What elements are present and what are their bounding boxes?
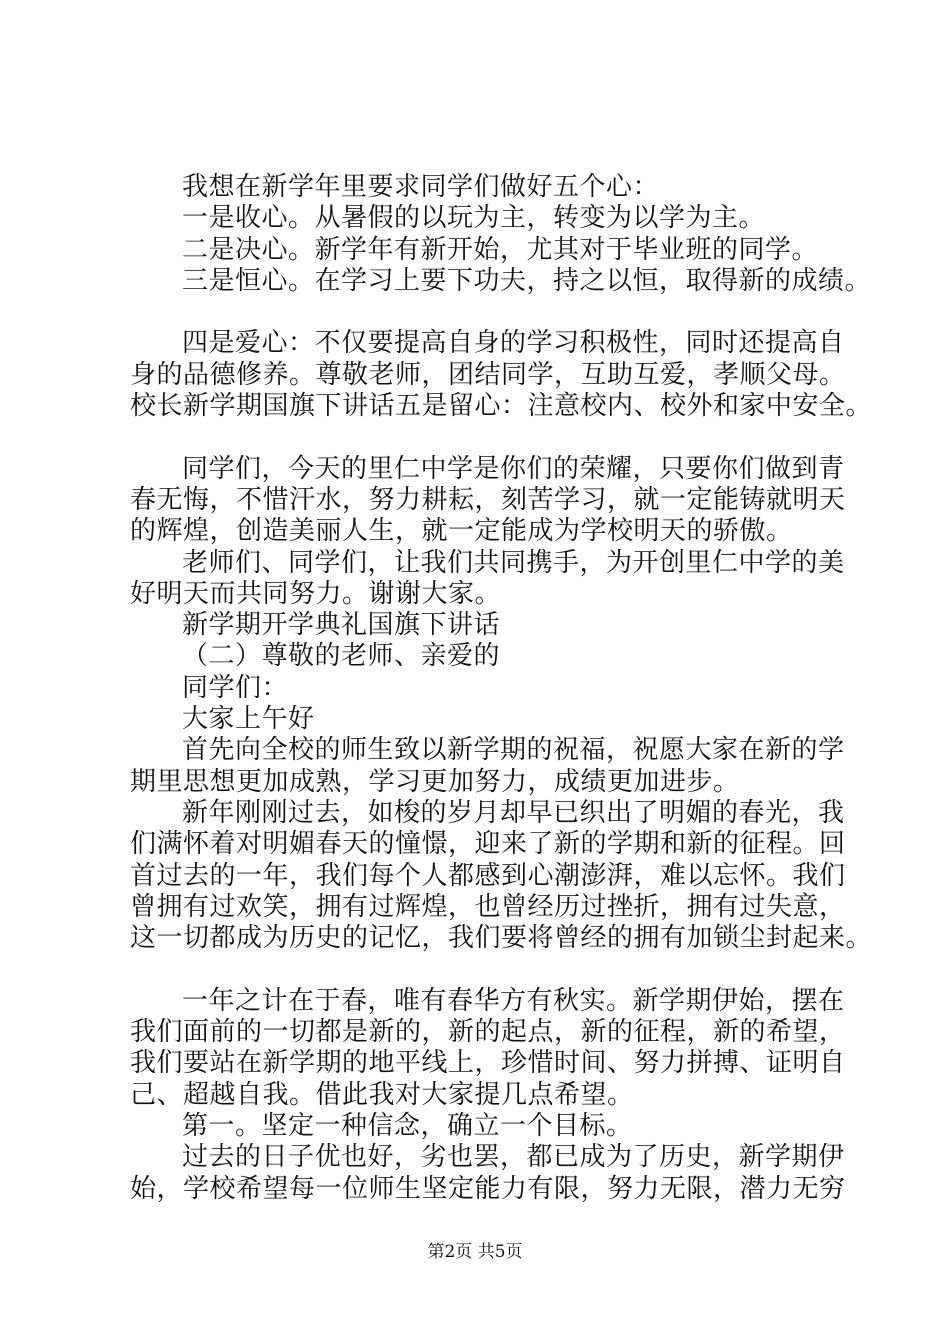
text-line: 过去的日子优也好，劣也罢，都已成为了历史，新学期伊 — [182, 1142, 845, 1173]
text-line: 同学们，今天的里仁中学是你们的荣耀，只要你们做到青 — [182, 453, 845, 484]
text-line: 一年之计在于春，唯有春华方有秋实。新学期伊始，摆在 — [182, 985, 845, 1016]
text-line: 曾拥有过欢笑，拥有过辉煌，也曾经历过挫折，拥有过失意， — [130, 891, 846, 922]
text-line: 首先向全校的师生致以新学期的祝福，祝愿大家在新的学 — [182, 735, 845, 766]
text-line: 期里思想更加成熟，学习更加努力，成绩更加进步。 — [130, 766, 740, 797]
text-line: 我们要站在新学期的地平线上，珍惜时间、努力拼搏、证明自 — [130, 1048, 846, 1079]
paragraph-gap — [130, 954, 850, 985]
text-line: 新年刚刚过去，如梭的岁月却早已织出了明媚的春光，我 — [182, 797, 845, 828]
paragraph-gap — [130, 422, 850, 453]
page-footer: 第2页 共5页 — [427, 1242, 523, 1262]
text-line: 这一切都成为历史的记忆，我们要将曾经的拥有加锁尘封起来。 — [130, 923, 873, 954]
document-body — [130, 172, 873, 1205]
text-line: 我想在新学年里要求同学们做好五个心： — [182, 172, 660, 202]
text-line: 的辉煌，创造美丽人生，就一定能成为学校明天的骄傲。 — [130, 516, 793, 547]
text-line: 好明天而共同努力。谢谢大家。 — [130, 578, 502, 609]
text-line: 大家上午好 — [182, 704, 315, 735]
text-line: 身的品德修养。尊敬老师，团结同学，互助互爱，孝顺父母。 — [130, 359, 846, 390]
text-line: 第一。坚定一种信念，确立一个目标。 — [182, 1110, 633, 1141]
text-line: 们满怀着对明媚春天的憧憬，迎来了新的学期和新的征程。回 — [130, 829, 846, 860]
text-line: 二是决心。新学年有新开始，尤其对于毕业班的同学。 — [182, 234, 819, 265]
text-line: 始，学校希望每一位师生坚定能力有限，努力无限，潜力无穷 — [130, 1173, 846, 1204]
text-line: 三是恒心。在学习上要下功夫，持之以恒，取得新的成绩。 — [182, 265, 872, 296]
text-line: 春无悔，不惜汗水，努力耕耘，刻苦学习，就一定能铸就明天 — [130, 484, 846, 515]
text-line: 新学期开学典礼国旗下讲话 — [182, 610, 501, 641]
text-line: 四是爱心：不仅要提高自身的学习积极性，同时还提高自 — [182, 328, 845, 359]
text-line: 老师们、同学们，让我们共同携手，为开创里仁中学的美 — [182, 547, 845, 578]
text-line: （二）尊敬的老师、亲爱的 — [182, 641, 501, 672]
text-line: 首过去的一年，我们每个人都感到心潮澎湃，难以忘怀。我们 — [130, 860, 846, 891]
text-line: 校长新学期国旗下讲话五是留心：注意校内、校外和家中安全。 — [130, 391, 873, 422]
text-line: 己、超越自我。借此我对大家提几点希望。 — [130, 1079, 634, 1110]
paragraph-gap — [130, 297, 850, 328]
text-line: 同学们： — [182, 672, 289, 703]
text-line: 一是收心。从暑假的以玩为主，转变为以学为主。 — [182, 203, 766, 234]
text-line: 我们面前的一切都是新的，新的起点，新的征程，新的希望， — [130, 1017, 846, 1048]
